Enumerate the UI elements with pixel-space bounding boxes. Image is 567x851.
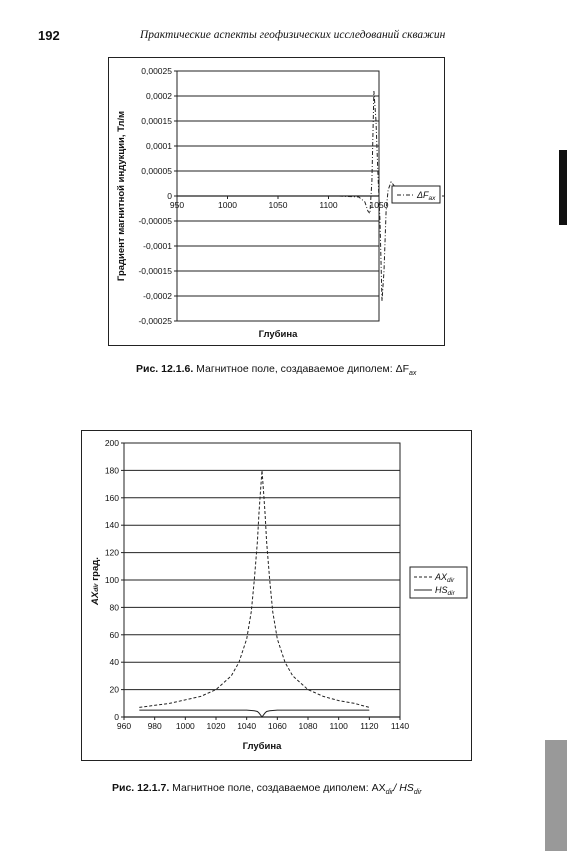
y-axis-title: Градиент магнитной индукции, Тл/м bbox=[116, 110, 127, 282]
x-tick-label: 1120 bbox=[360, 721, 379, 731]
figure-dipole-angle bbox=[81, 430, 472, 761]
caption-label: Рис. 12.1.6. bbox=[136, 363, 194, 375]
x-tick-label: 1040 bbox=[237, 721, 257, 731]
y-tick-label: 100 bbox=[104, 575, 119, 585]
figure-caption-2 bbox=[112, 782, 422, 796]
y-axis-title bbox=[90, 557, 101, 606]
x-axis-title: Глубина bbox=[242, 741, 282, 752]
x-tick-label: 1100 bbox=[319, 200, 338, 210]
y-tick-label: -0,00015 bbox=[138, 266, 172, 276]
legend-label-2-main: HS bbox=[435, 585, 448, 595]
caption-sub2: dir bbox=[413, 789, 422, 797]
legend-label-sub: ах bbox=[428, 195, 436, 202]
x-axis-title: Глубина bbox=[258, 329, 298, 340]
y-tick-label: 180 bbox=[104, 465, 119, 476]
x-tick-label: 1050 bbox=[268, 200, 288, 210]
y-tick-label: -0,00005 bbox=[138, 216, 172, 226]
page-number: 192 bbox=[38, 28, 60, 43]
x-tick-label: 1020 bbox=[206, 721, 226, 731]
legend-label-main: ΔF bbox=[417, 190, 429, 200]
y-axis-title-main: AX bbox=[90, 591, 101, 605]
x-tick-label: 1060 bbox=[267, 721, 287, 731]
y-axis-title-suffix: град. bbox=[90, 557, 101, 584]
x-tick-label: 1100 bbox=[329, 721, 348, 731]
series-line-2 bbox=[139, 710, 369, 717]
series-line-1 bbox=[139, 470, 369, 707]
figure-caption-1 bbox=[136, 363, 416, 377]
legend-label-2-sub: dir bbox=[447, 590, 455, 597]
caption-sub: dir bbox=[385, 789, 394, 797]
x-tick-label: 1000 bbox=[218, 200, 237, 210]
y-tick-label: 160 bbox=[104, 492, 119, 503]
caption-label: Рис. 12.1.7. bbox=[112, 782, 170, 794]
y-tick-label: 0 bbox=[114, 712, 119, 722]
x-tick-label: 950 bbox=[169, 200, 185, 210]
y-tick-label: 0,0002 bbox=[146, 91, 172, 101]
y-tick-label: -0,00025 bbox=[138, 316, 172, 326]
y-tick-label: 60 bbox=[109, 629, 119, 640]
y-tick-label: 40 bbox=[109, 657, 119, 668]
legend-label-1-main: AX bbox=[435, 572, 448, 582]
caption-sep: / HS bbox=[393, 782, 414, 794]
y-tick-label: 0 bbox=[167, 191, 172, 201]
y-tick-label: 200 bbox=[104, 438, 119, 448]
y-axis-title-sub: dir bbox=[93, 583, 100, 592]
y-tick-label: -0,0002 bbox=[143, 291, 172, 301]
y-tick-label: 0,00015 bbox=[141, 116, 172, 126]
running-title: Практические аспекты геофизических исследований скважин bbox=[140, 29, 446, 41]
x-tick-label: 1080 bbox=[298, 721, 318, 731]
chart-gradient-svg bbox=[109, 58, 444, 345]
x-tick-label: 980 bbox=[147, 721, 162, 731]
x-tick-label: 1140 bbox=[390, 721, 410, 731]
y-tick-label: 0,0001 bbox=[146, 141, 172, 151]
y-tick-label: -0,0001 bbox=[143, 241, 172, 251]
figure-dipole-gradient bbox=[108, 57, 445, 346]
y-tick-label: 0,00005 bbox=[141, 166, 172, 176]
x-tick-label: 1050 bbox=[369, 200, 389, 210]
page-edge-shadow bbox=[545, 740, 567, 851]
legend-label-1-sub: dir bbox=[447, 577, 455, 584]
y-tick-label: 120 bbox=[104, 547, 119, 558]
page-edge-mark bbox=[559, 150, 567, 225]
y-tick-label: 140 bbox=[104, 520, 119, 531]
x-tick-label: 1000 bbox=[175, 721, 195, 731]
caption-sub: ах bbox=[409, 370, 417, 378]
chart-angle-svg bbox=[82, 431, 471, 760]
x-tick-label: 960 bbox=[116, 721, 132, 731]
y-tick-label: 20 bbox=[109, 684, 119, 695]
y-tick-label: 0,00025 bbox=[141, 66, 172, 76]
caption-text: Магнитное поле, создаваемое диполем: AX bbox=[172, 782, 386, 794]
caption-text: Магнитное поле, создаваемое диполем: ΔF bbox=[196, 363, 409, 375]
y-tick-label: 80 bbox=[109, 602, 119, 613]
